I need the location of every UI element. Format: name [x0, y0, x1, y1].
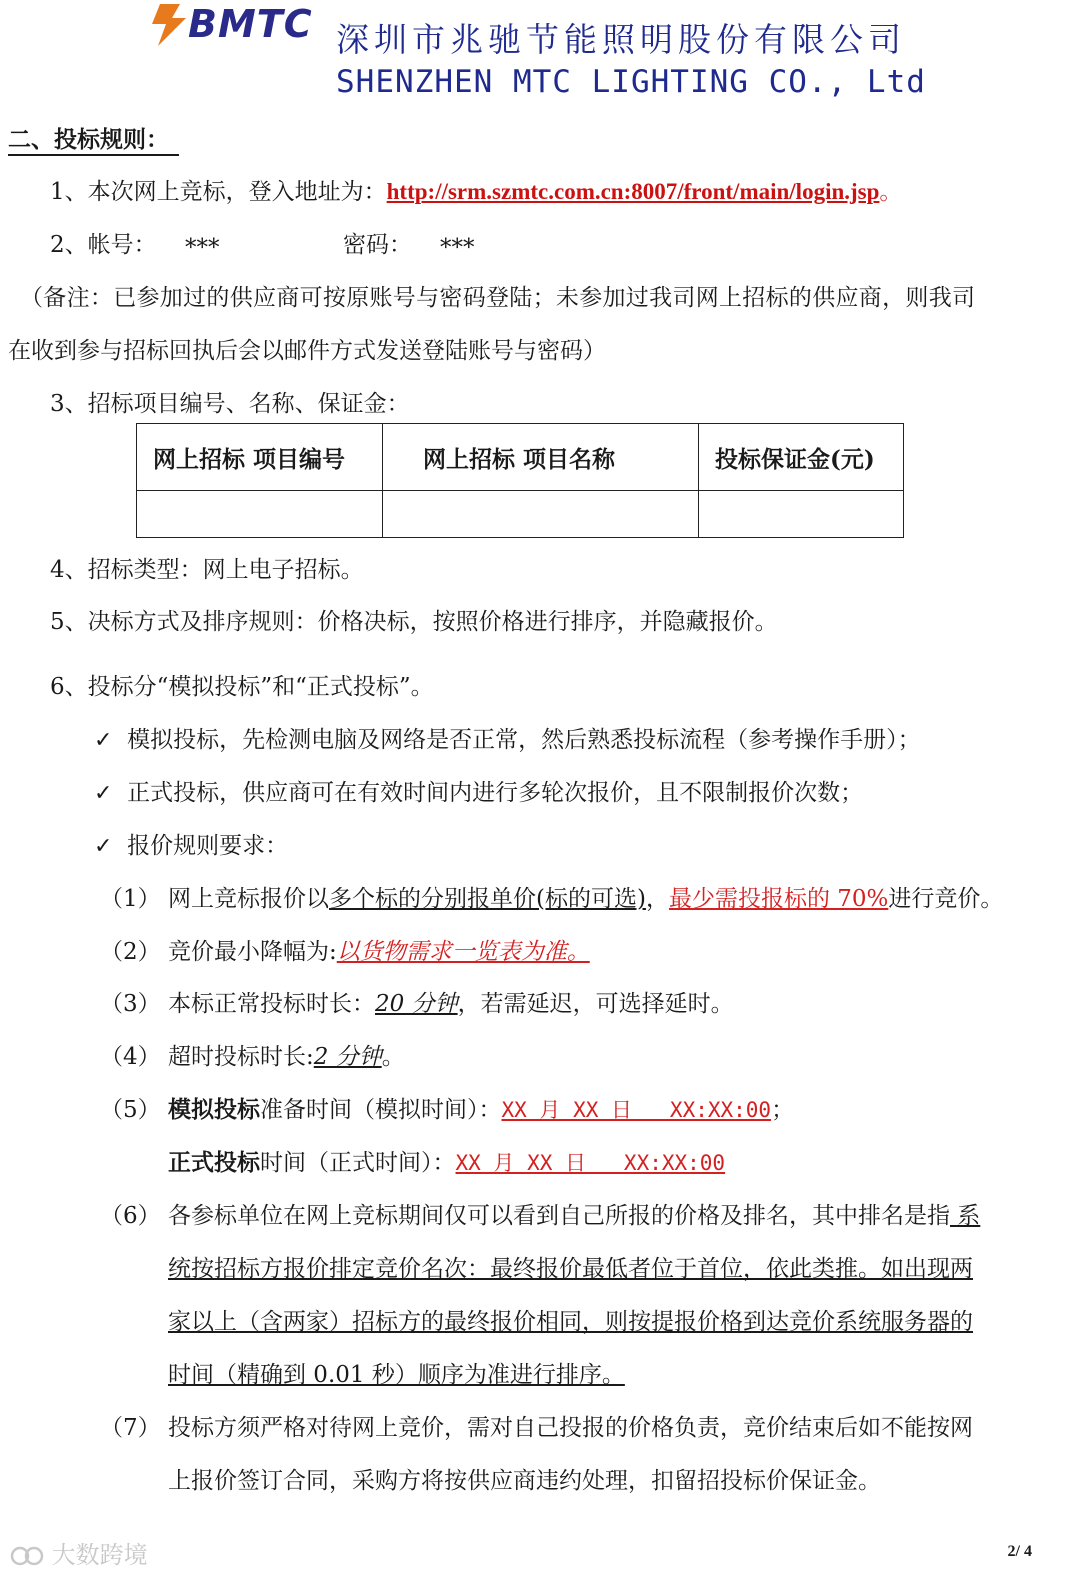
- table-row: [137, 491, 904, 538]
- note-line-2: 在收到参与招标回执后会以邮件方式发送登陆账号与密码）: [8, 338, 606, 364]
- rule-6-ranking-start: 系: [950, 1203, 981, 1229]
- rule-6-line-1: [168, 1202, 980, 1230]
- rule-4-duration: 2 分钟: [313, 1044, 382, 1070]
- rule-5-simulated: [168, 1096, 794, 1124]
- rule-3-text: 本标正常投标时长：: [168, 991, 375, 1017]
- rule-5-sim-label: 模拟投标: [168, 1096, 260, 1123]
- rule-1-min-ratio: 最少需投报标的 70%: [668, 886, 889, 912]
- rule-4-text: 超时投标时长:: [168, 1044, 314, 1070]
- rule-1-num: （1）: [100, 886, 161, 912]
- rule-7-line-1: 投标方须严格对待网上竞价，需对自己投报的价格负责，竞价结束后如不能按网: [168, 1415, 973, 1441]
- rule-5-sim-time: XX 月 XX 日 XX:XX:00: [501, 1098, 772, 1122]
- account-value: ***: [185, 235, 220, 261]
- rule-5-sim-end: ；: [771, 1097, 795, 1123]
- rule-7-num: （7）: [100, 1415, 161, 1441]
- check-icon: ✓: [94, 728, 113, 753]
- rule-5-formal-time: XX 月 XX 日 XX:XX:00: [455, 1151, 726, 1175]
- item-project-info: 3、招标项目编号、名称、保证金：: [50, 391, 410, 417]
- item-login-url: [50, 178, 902, 206]
- rule-3-end: ，若需延迟，可选择延时。: [457, 991, 734, 1017]
- rule-5-num: （5）: [100, 1097, 161, 1123]
- table-header-deposit: 投标保证金(元): [699, 424, 904, 491]
- page-number: 2/ 4: [1007, 1543, 1032, 1560]
- item-decision-method: 5、决标方式及排序规则：价格决标，按照价格进行排序，并隐藏报价。: [50, 609, 778, 635]
- rule-6-line-3: 家以上（含两家）招标方的最终报价相同，则按提报价格到达竞价系统服务器的: [168, 1309, 973, 1335]
- section-title: 二、投标规则：: [8, 126, 179, 156]
- table-header-project-name: 网上招标 项目名称: [383, 424, 699, 491]
- company-logo: [150, 2, 340, 50]
- rule-5-sim-text: 准备时间（模拟时间）：: [260, 1097, 502, 1123]
- rule-5-formal: [168, 1149, 725, 1177]
- login-url-link[interactable]: http://srm.szmtc.com.cn:8007/front/main/login.jsp: [386, 179, 880, 204]
- rule-5-formal-label: 正式投标: [168, 1149, 260, 1176]
- check-item-text: 报价规则要求：: [127, 833, 289, 859]
- item-bid-modes: 6、投标分“模拟投标”和“正式投标”。: [50, 674, 434, 700]
- table-header-row: [137, 424, 904, 491]
- watermark-logo-icon: [10, 1545, 44, 1567]
- check-icon: ✓: [94, 834, 113, 859]
- rule-6-line-4: 时间（精确到 0.01 秒）顺序为准进行排序。: [168, 1362, 625, 1388]
- rule-7-line-2: 上报价签订合同，采购方将按供应商违约处理，扣留招投标价保证金。: [168, 1468, 881, 1494]
- check-item-simulated: [94, 726, 921, 755]
- rule-1-end: 进行竞价。: [888, 886, 1004, 912]
- check-item-formal: [94, 779, 863, 808]
- watermark-text: 大数跨境: [51, 1541, 148, 1569]
- rule-2-num: （2）: [100, 939, 161, 965]
- table-cell-project-number[interactable]: [137, 491, 383, 538]
- rule-1-text: 网上竞标报价以: [168, 886, 329, 912]
- company-name-en: SHENZHEN MTC LIGHTING CO., Ltd: [336, 64, 926, 100]
- bid-project-table: [136, 423, 904, 538]
- rule-6-num: （6）: [100, 1203, 161, 1229]
- rule-4-num: （4）: [100, 1044, 161, 1070]
- rule-2-text: 竞价最小降幅为:: [168, 939, 337, 965]
- password-value: ***: [440, 235, 475, 261]
- table-cell-deposit[interactable]: [699, 491, 904, 538]
- rule-2: [168, 938, 590, 966]
- rule-2-min-decrement: 以货物需求一览表为准。: [336, 939, 590, 965]
- password-label: 密码：: [343, 232, 412, 258]
- rule-1: [168, 885, 1003, 913]
- item-bid-type: 4、招标类型：网上电子招标。: [50, 557, 364, 583]
- item-login-label: 1、本次网上竞标，登入地址为：: [50, 179, 387, 205]
- table-cell-project-name[interactable]: [383, 491, 699, 538]
- company-name-cn: 深圳市兆驰节能照明股份有限公司: [336, 20, 906, 59]
- account-label: 2、帐号：: [50, 232, 157, 258]
- rule-4-end: 。: [381, 1044, 405, 1070]
- rule-1-multi-item: 多个标的分别报单价(标的可选): [329, 886, 646, 912]
- logo-text: BMTC: [188, 2, 313, 46]
- logo-swoosh-icon: [150, 2, 190, 48]
- rule-3-num: （3）: [100, 991, 161, 1017]
- rule-6-line-2: 统按招标方报价排定竞价名次：最终报价最低者位于首位，依此类推。如出现两: [168, 1256, 973, 1282]
- check-icon: ✓: [94, 781, 113, 806]
- check-item-text: 模拟投标，先检测电脑及网络是否正常，然后熟悉投标流程（参考操作手册）；: [127, 727, 921, 753]
- rule-1-comma: ，: [645, 886, 669, 912]
- rule-6-text: 各参标单位在网上竞标期间仅可以看到自己所报的价格及排名，其中排名是指: [168, 1203, 950, 1229]
- check-item-text: 正式投标，供应商可在有效时间内进行多轮次报价，且不限制报价次数；: [127, 780, 864, 806]
- rule-4: [168, 1043, 405, 1071]
- rule-3-duration: 20 分钟: [375, 991, 458, 1017]
- watermark: [10, 1535, 148, 1570]
- item-login-suffix: 。: [879, 179, 903, 205]
- note-line-1: （备注：已参加过的供应商可按原账号与密码登陆；未参加过我司网上招标的供应商，则我司: [20, 285, 976, 311]
- rule-5-formal-text: 时间（正式时间）：: [260, 1150, 456, 1176]
- check-item-rules: [94, 832, 288, 861]
- rule-3: [168, 990, 734, 1018]
- table-header-project-number: 网上招标 项目编号: [137, 424, 383, 491]
